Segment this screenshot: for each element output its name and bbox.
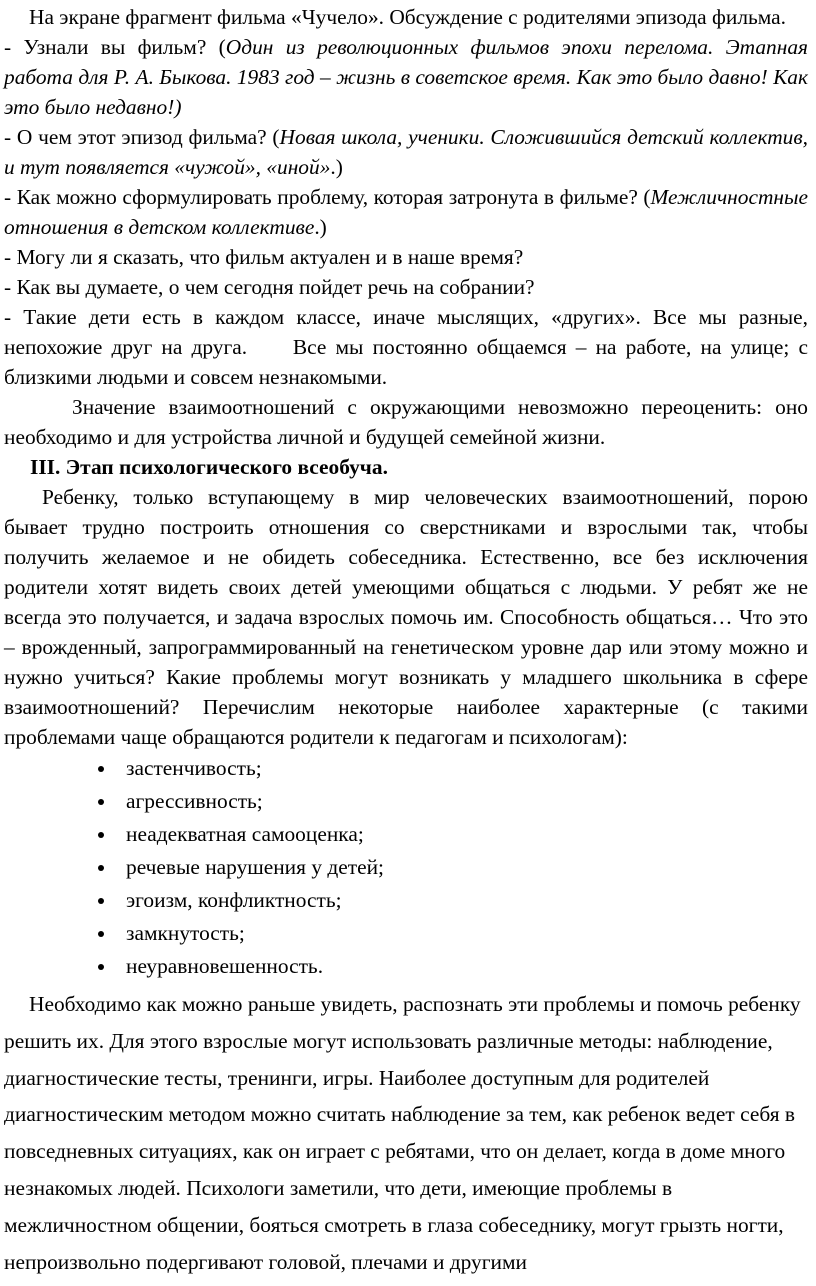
list-item: замкнутость; — [98, 917, 808, 950]
intro-paragraph: На экране фрагмент фильма «Чучело». Обсуждение с родителями эпизода фильма. — [29, 5, 786, 29]
list-item: речевые нарушения у детей; — [98, 851, 808, 884]
problems-list — [4, 752, 808, 983]
question-actual: - Могу ли я сказать, что фильм актуален и в наше время? — [4, 245, 524, 269]
methods-paragraph: Необходимо как можно раньше увидеть, распознать эти проблемы и помочь ребенку решить их. Для этого взрослые могут использовать различные методы: наблюдение, диагностические тесты, тренинги, игры. Наиболее доступным для родителей диагностическим методом можно считать наблюдение за тем, как ребенок ведет себя в повседневных ситуациях, как он играет с ребятами, что он делает, когда в доме много незнакомых людей. Психологи заметили, что дети, имеющие проблемы в межличностном общении, бояться смотреть в глаза собеседнику, могут грызть ногти, непроизвольно подергивают головой, плечами и другими — [4, 992, 801, 1274]
closing-text: .) — [330, 155, 343, 179]
answer-text: Новая школа, ученики. Сложившийся детский коллектив, и тут появляется «чужой», «иной» — [4, 125, 808, 179]
list-item: застенчивость; — [98, 752, 808, 785]
section-heading: III. Этап психологического всеобуча. — [30, 455, 388, 479]
closing-text: .) — [314, 215, 327, 239]
list-item: неадекватная самооценка; — [98, 818, 808, 851]
question-problem — [4, 182, 808, 242]
value-paragraph: Значение взаимоотношений с окружающими невозможно переоценить: оно необходимо и для устройства личной и будущей семейной жизни. — [4, 395, 808, 449]
answer-text: Один из революционных фильмов эпохи перелома. Этапная работа для Р. А. Быкова. 1983 год – жизнь в советское время. Как это было давно! Как это было недавно!) — [4, 35, 809, 119]
question-episode-about — [4, 122, 808, 182]
list-item: эгоизм, конфликтность; — [98, 884, 808, 917]
list-item: неуравновешенность. — [98, 950, 808, 983]
question-text: - О чем этот эпизод фильма? ( — [4, 125, 280, 149]
question-text: - Узнали вы фильм? ( — [4, 35, 226, 59]
answer-text: Межличностные отношения в детском коллективе — [4, 185, 808, 239]
question-meeting-topic: - Как вы думаете, о чем сегодня пойдет речь на собрании? — [4, 275, 535, 299]
list-item: агрессивность; — [98, 785, 808, 818]
question-text: - Как можно сформулировать проблему, которая затронута в фильме? ( — [4, 185, 651, 209]
statement-children: - Такие дети есть в каждом классе, иначе мыслящих, «других». Все мы разные, непохожие друг на друга. Все мы постоянно общаемся – на работе, на улице; с близкими людьми и совсем незнакомыми. — [4, 305, 814, 389]
question-recognize-film — [4, 32, 808, 122]
section-paragraph: Ребенку, только вступающему в мир человеческих взаимоотношений, порою бывает трудно построить отношения со сверстниками и взрослыми так, чтобы получить желаемое и не обидеть собеседника. Естественно, все без исключения родители хотят видеть своих детей умеющими общаться с людьми. У ребят же не всегда это получается, и задача взрослых помочь им. Способность общаться… Что это – врожденный, запрограммированный на генетическом уровне дар или этому можно и нужно учиться? Какие проблемы могут возникать у младшего школьника в сфере взаимоотношений? Перечислим некоторые наиболее характерные (с такими проблемами чаще обращаются родители к педагогам и психологам): — [4, 485, 808, 749]
